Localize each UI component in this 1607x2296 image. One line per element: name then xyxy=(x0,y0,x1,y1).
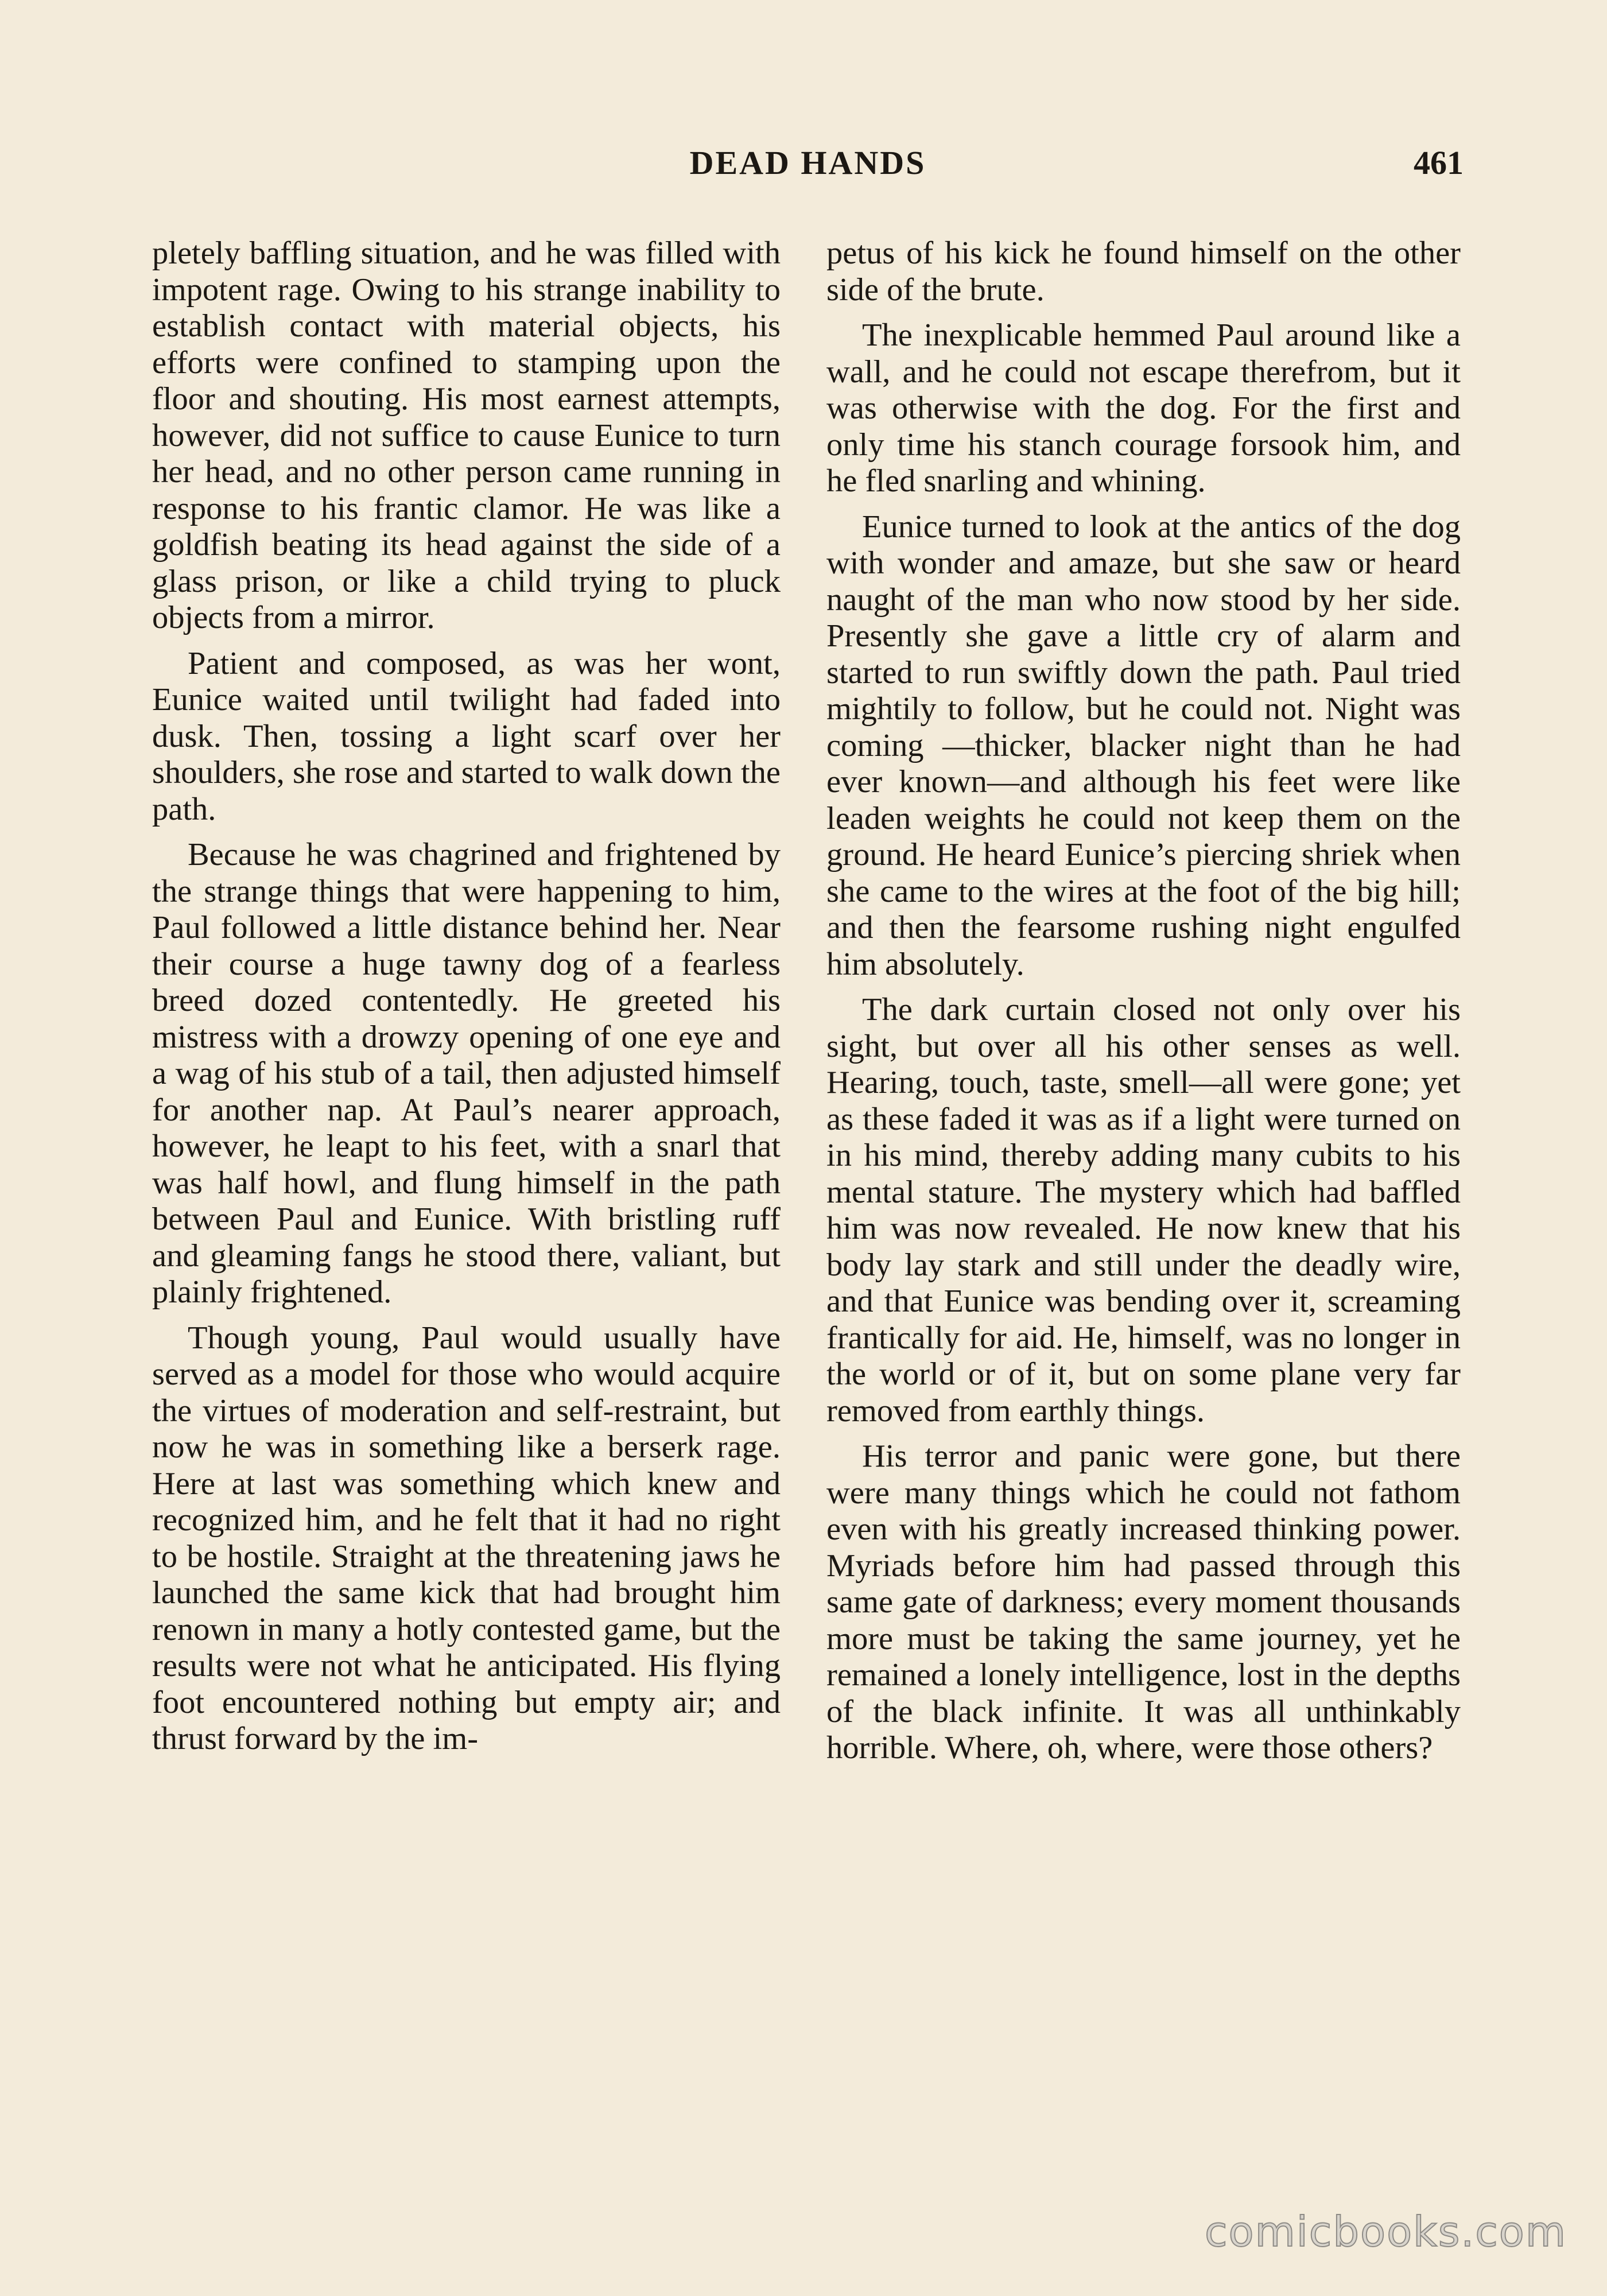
right-column xyxy=(826,235,1461,2147)
paragraph: Patient and composed, as was her wont, Eunice waited until twilight had faded into dusk. Then, tossing a light scarf over her shoulders, she rose and started to walk down the path. xyxy=(152,645,781,827)
paragraph: Though young, Paul would usually have served as a model for those who would acquire the virtues of moderation and self-restraint, but now he was in something like a berserk rage. Here at last was something which knew and recognized him, and he felt that it had no right to be hostile. Straight at the threatening jaws he launched the same kick that had brought him renown in many a hotly contested game, but the results were not what he anticipated. His flying foot encountered nothing but empty air; and thrust forward by the im- xyxy=(152,1320,781,1756)
paragraph: Because he was chagrined and frightened by the strange things that were happening to him, Paul followed a little distance behind her. Near their course a huge tawny dog of a fearless breed dozed contentedly. He greeted his mistress with a drowzy opening of one eye and a wag of his stub of a tail, then adjusted himself for another nap. At Paul’s nearer approach, however, he leapt to his feet, with a snarl that was half howl, and flung himself in the path between Paul and Eunice. With bristling ruff and gleaming fangs he stood there, valiant, but plainly frightened. xyxy=(152,837,781,1310)
paragraph: The dark curtain closed not only over his sight, but over all his other senses as well. Hearing, touch, taste, smell—all were gone; yet as these faded it was as if a light were turned on in his mind, thereby adding many cubits to his mental stature. The mystery which had baffled him was now revealed. He now knew that his body lay stark and still under the deadly wire, and that Eunice was bending over it, screaming frantically for aid. He, himself, was no longer in the world or of it, but on some plane very far removed from earthly things. xyxy=(826,992,1461,1429)
paragraph: pletely baffling situation, and he was filled with impotent rage. Owing to his strange inability to establish contact with material objects, his efforts were confined to stamping upon the floor and shouting. His most earnest attempts, however, did not suffice to cause Eunice to turn her head, and no other person came running in response to his frantic clamor. He was like a goldfish beating its head against the side of a glass prison, or like a child trying to pluck objects from a mirror. xyxy=(152,235,781,635)
running-title: DEAD HANDS xyxy=(689,144,926,181)
paragraph: Eunice turned to look at the antics of the dog with wonder and amaze, but she saw or heard naught of the man who now stood by her side. Presently she gave a little cry of alarm and started to run swiftly down the path. Paul tried mightily to follow, but he could not. Night was coming —thicker, blacker night than he had ever known—and although his feet were like leaden weights he could not keep them on the ground. He heard Eunice’s piercing shriek when she came to the wires at the foot of the big hill; and then the fearsome rushing night engulfed him absolutely. xyxy=(826,509,1461,982)
page-number: 461 xyxy=(1414,144,1464,181)
paragraph: The inexplicable hemmed Paul around like a wall, and he could not escape therefrom, but it was otherwise with the dog. For the first and only time his stanch courage forsook him, and he fled snarling and whining. xyxy=(826,317,1461,499)
paragraph: His terror and panic were gone, but there were many things which he could not fathom even with his greatly increased thinking power. Myriads before him had passed through this same gate of darkness; every moment thousands more must be taking the same journey, yet he remained a lonely intelligence, lost in the depths of the black infinite. It was all unthinkably horrible. Where, oh, where, were those others? xyxy=(826,1438,1461,1766)
site-watermark: comicbooks.com xyxy=(1204,2208,1567,2256)
paragraph: petus of his kick he found himself on the other side of the brute. xyxy=(826,235,1461,308)
left-column xyxy=(152,235,781,2147)
page-header xyxy=(152,144,1464,189)
